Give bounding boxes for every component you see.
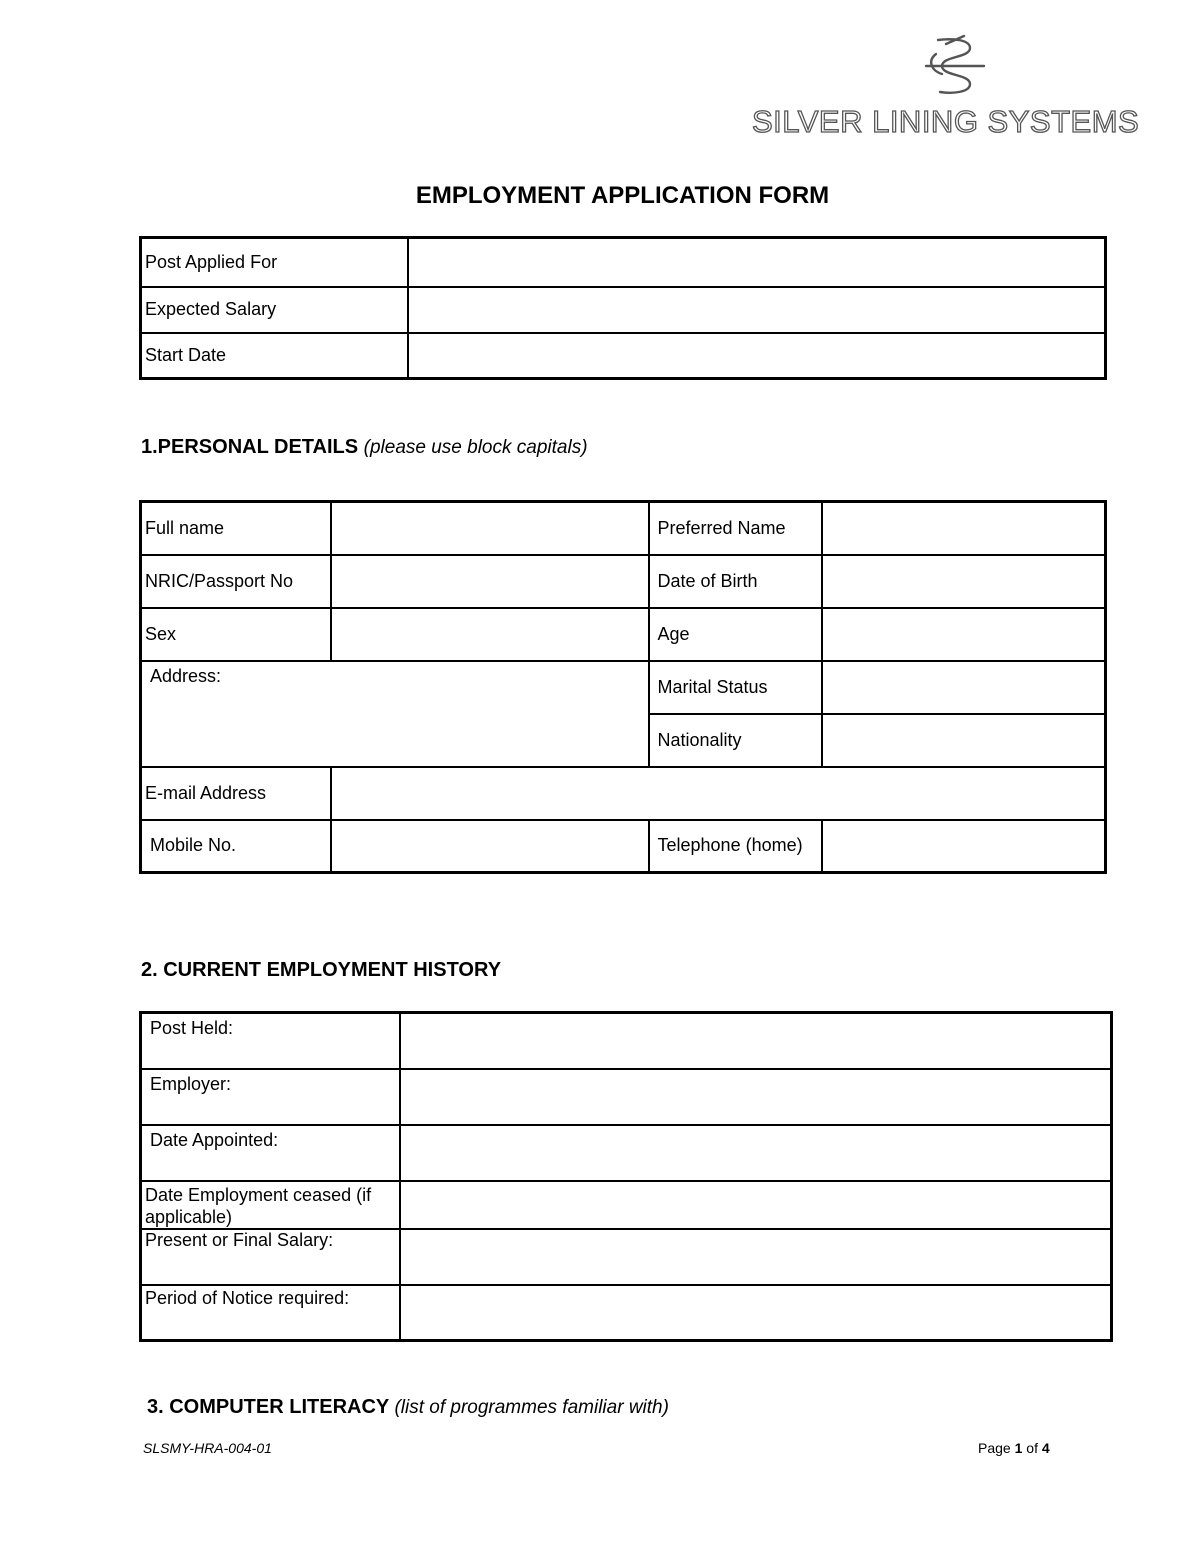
start-date-label: Start Date [141, 333, 408, 379]
telephone-field[interactable] [822, 820, 1106, 873]
table-row [141, 1229, 1112, 1285]
age-field[interactable] [822, 608, 1106, 661]
table-row [141, 608, 1106, 661]
table-row [141, 238, 1106, 287]
post-applied-label: Post Applied For [141, 238, 408, 287]
sex-field[interactable] [331, 608, 649, 661]
computer-literacy-heading-text: 3. COMPUTER LITERACY [147, 1396, 389, 1418]
nric-field[interactable] [331, 555, 649, 608]
page-total: 4 [1041, 1440, 1050, 1456]
employer-label: Employer: [141, 1069, 400, 1125]
address-label: Address: [150, 665, 222, 686]
date-ceased-field[interactable] [400, 1181, 1112, 1229]
post-held-label: Post Held: [141, 1013, 400, 1069]
date-appointed-field[interactable] [400, 1125, 1112, 1181]
employment-history-heading: 2. CURRENT EMPLOYMENT HISTORY [141, 959, 502, 981]
post-applied-field[interactable] [408, 238, 1106, 287]
nric-label: NRIC/Passport No [141, 555, 331, 608]
employer-field[interactable] [400, 1069, 1112, 1125]
start-date-field[interactable] [408, 333, 1106, 379]
company-logo [752, 34, 1162, 146]
email-label: E-mail Address [141, 767, 331, 820]
personal-details-note: (please use block capitals) [363, 437, 588, 458]
table-row [141, 820, 1106, 873]
table-row [141, 555, 1106, 608]
table-row [141, 1125, 1112, 1181]
expected-salary-label: Expected Salary [141, 287, 408, 333]
expected-salary-field[interactable] [408, 287, 1106, 333]
page-current: 1 [1014, 1440, 1023, 1456]
logo-wordmark: SILVER LINING SYSTEMS [752, 104, 1140, 139]
preferred-name-field[interactable] [822, 502, 1106, 555]
of-word: of [1026, 1440, 1038, 1456]
personal-details-heading-text: 1.PERSONAL DETAILS [141, 436, 359, 458]
mobile-field[interactable] [331, 820, 649, 873]
marital-status-field[interactable] [822, 661, 1106, 714]
table-row [141, 1013, 1112, 1069]
computer-literacy-heading [147, 1396, 669, 1419]
nationality-label: Nationality [649, 714, 822, 767]
marital-status-label: Marital Status [649, 661, 822, 714]
computer-literacy-note: (list of programmes familiar with) [394, 1397, 669, 1418]
dob-label: Date of Birth [649, 555, 822, 608]
silver-lining-logo-icon [924, 34, 986, 98]
full-name-field[interactable] [331, 502, 649, 555]
salary-field[interactable] [400, 1229, 1112, 1285]
sex-label: Sex [141, 608, 331, 661]
personal-details-heading [141, 436, 588, 459]
telephone-label: Telephone (home) [649, 820, 822, 873]
table-row [141, 502, 1106, 555]
notice-period-field[interactable] [400, 1285, 1112, 1341]
date-appointed-label: Date Appointed: [141, 1125, 400, 1181]
table-row [141, 1285, 1112, 1341]
page-number [978, 1440, 1050, 1456]
full-name-label: Full name [141, 502, 331, 555]
table-row [141, 1181, 1112, 1229]
table-row [141, 333, 1106, 379]
preferred-name-label: Preferred Name [649, 502, 822, 555]
email-field[interactable] [331, 767, 1106, 820]
form-title: EMPLOYMENT APPLICATION FORM [415, 182, 830, 209]
mobile-label: Mobile No. [141, 820, 331, 873]
dob-field[interactable] [822, 555, 1106, 608]
address-field[interactable] [141, 661, 649, 767]
table-row [141, 287, 1106, 333]
personal-details-table [139, 500, 1107, 874]
employment-history-table [139, 1011, 1113, 1342]
post-details-table [139, 236, 1107, 380]
document-code: SLSMY-HRA-004-01 [143, 1440, 272, 1456]
notice-period-label: Period of Notice required: [141, 1285, 400, 1341]
nationality-field[interactable] [822, 714, 1106, 767]
salary-label: Present or Final Salary: [141, 1229, 400, 1285]
date-ceased-label: Date Employment ceased (if applicable) [141, 1181, 400, 1229]
post-held-field[interactable] [400, 1013, 1112, 1069]
table-row [141, 661, 1106, 714]
age-label: Age [649, 608, 822, 661]
table-row [141, 767, 1106, 820]
page-word: Page [978, 1440, 1011, 1456]
table-row [141, 1069, 1112, 1125]
